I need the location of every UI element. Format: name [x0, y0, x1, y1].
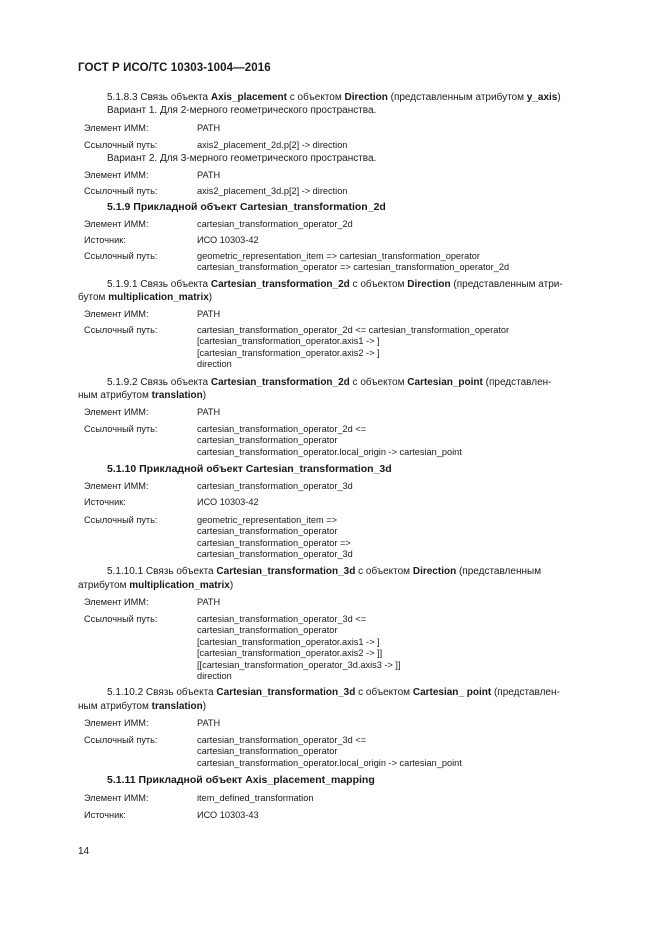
attribute-row	[78, 325, 614, 371]
value-line: direction	[197, 671, 232, 682]
attribute-row	[78, 481, 614, 492]
attribute-value	[197, 735, 614, 769]
value-line: cartesian_transformation_operator.local_origin -> cartesian_point	[197, 757, 462, 768]
attribute-value	[197, 170, 614, 181]
attribute-value	[197, 140, 614, 151]
value-line: [cartesian_transformation_operator.axis2 -> ]	[197, 347, 380, 358]
value-line: cartesian_transformation_operator_3d <=	[197, 614, 367, 624]
entity-name: Cartesian_transformation_3d	[216, 566, 356, 577]
text-fragment: )	[229, 580, 234, 591]
value-line: cartesian_transformation_operator	[197, 526, 338, 537]
attribute-key: Элемент ИММ:	[84, 597, 149, 607]
attribute-value	[197, 325, 614, 371]
attribute-value	[197, 251, 614, 274]
paragraph	[78, 566, 614, 578]
text-fragment: )	[202, 390, 207, 401]
text-fragment: (представлен-	[482, 377, 552, 388]
attribute-row	[78, 309, 614, 320]
page-number: 14	[78, 846, 90, 857]
attribute-key: Ссылочный путь:	[84, 735, 158, 745]
attribute-value	[197, 186, 614, 197]
attribute-row	[78, 810, 614, 821]
attribute-row	[78, 515, 614, 561]
attribute-value	[197, 597, 614, 608]
value-line: cartesian_transformation_operator_3d	[197, 481, 353, 491]
attribute-row	[78, 735, 614, 769]
entity-name: y_axis	[526, 92, 558, 103]
attribute-row	[78, 614, 614, 682]
value-line: cartesian_transformation_operator	[197, 625, 338, 636]
value-line: cartesian_transformation_operator_2d <=	[197, 424, 367, 434]
paragraph-continuation	[78, 701, 614, 713]
attribute-key: Элемент ИММ:	[84, 170, 149, 180]
attribute-value	[197, 123, 614, 134]
value-line: [cartesian_transformation_operator.axis1 -> ]	[197, 636, 380, 647]
text-fragment: (представленным	[456, 566, 542, 577]
text-fragment: атрибутом	[78, 580, 130, 591]
section-heading: 5.1.11 Прикладной объект Axis_placement_mapping	[107, 774, 375, 786]
text-fragment: 5.1.10.2 Связь объекта	[107, 687, 217, 698]
value-line: [[cartesian_transformation_operator_3d.axis3 -> ]]	[197, 659, 401, 670]
attribute-row	[78, 251, 614, 274]
attribute-key: Элемент ИММ:	[84, 309, 149, 319]
text-fragment: (представленным атрибутом	[387, 92, 527, 103]
value-line: cartesian_transformation_operator => cartesian_transformation_operator_2d	[197, 262, 510, 273]
value-line: direction	[197, 359, 232, 370]
attribute-key: Ссылочный путь:	[84, 614, 158, 624]
value-line: ИСО 10303-42	[197, 235, 259, 245]
attribute-key: Ссылочный путь:	[84, 325, 158, 335]
attribute-value	[197, 793, 614, 804]
value-line: PATH	[197, 309, 221, 319]
entity-name: multiplication_matrix	[108, 292, 209, 303]
value-line: cartesian_transformation_operator_3d	[197, 549, 353, 560]
value-line: PATH	[197, 718, 221, 728]
paragraph-continuation	[78, 390, 614, 402]
attribute-value	[197, 309, 614, 320]
value-line: ИСО 10303-42	[197, 497, 259, 507]
section-heading: 5.1.10 Прикладной объект Cartesian_transformation_3d	[107, 463, 392, 475]
attribute-key: Элемент ИММ:	[84, 718, 149, 728]
attribute-row	[78, 407, 614, 418]
entity-name: translation	[151, 390, 203, 401]
text-fragment: бутом	[78, 292, 109, 303]
attribute-value	[197, 235, 614, 246]
text-fragment: с объектом	[349, 377, 408, 388]
paragraph	[78, 153, 643, 165]
value-line: [cartesian_transformation_operator.axis2 -> ]]	[197, 648, 383, 659]
attribute-key: Источник:	[84, 235, 126, 245]
value-line: cartesian_transformation_operator =>	[197, 537, 351, 548]
attribute-row	[78, 186, 614, 197]
attribute-row	[78, 170, 614, 181]
entity-name: Cartesian_ point	[412, 687, 492, 698]
attribute-key: Ссылочный путь:	[84, 515, 158, 525]
attribute-key: Элемент ИММ:	[84, 123, 149, 133]
text-fragment: ным атрибутом	[78, 701, 152, 712]
value-line: PATH	[197, 597, 221, 607]
text-fragment: Вариант 1. Для 2-мерного геометрического пространства.	[107, 105, 377, 116]
attribute-value	[197, 718, 614, 729]
entity-name: Cartesian_point	[407, 377, 483, 388]
text-fragment: )	[202, 701, 207, 712]
paragraph	[78, 687, 614, 699]
entity-name: Direction	[344, 92, 388, 103]
entity-name: Direction	[407, 279, 451, 290]
value-line: axis2_placement_3d.p[2] -> direction	[197, 186, 348, 196]
attribute-key: Элемент ИММ:	[84, 793, 149, 803]
attribute-key: Элемент ИММ:	[84, 407, 149, 417]
value-line: PATH	[197, 407, 221, 417]
text-fragment: ным атрибутом	[78, 390, 152, 401]
attribute-key: Источник:	[84, 497, 126, 507]
value-line: [cartesian_transformation_operator.axis1 -> ]	[197, 336, 380, 347]
paragraph	[78, 92, 614, 104]
text-fragment: 5.1.8.3 Связь объекта	[107, 92, 211, 103]
text-fragment: с объектом	[355, 687, 413, 698]
attribute-row	[78, 597, 614, 608]
attribute-key: Элемент ИММ:	[84, 219, 149, 229]
section-heading: 5.1.9 Прикладной объект Cartesian_transformation_2d	[107, 201, 386, 213]
value-line: geometric_representation_item =>	[197, 515, 337, 525]
attribute-row	[78, 497, 614, 508]
value-line: cartesian_transformation_operator	[197, 435, 338, 446]
text-fragment: с объектом	[349, 279, 408, 290]
attribute-value	[197, 407, 614, 418]
attribute-row	[78, 793, 614, 804]
attribute-key: Ссылочный путь:	[84, 424, 158, 434]
attribute-value	[197, 219, 614, 230]
text-fragment: )	[208, 292, 213, 303]
attribute-row	[78, 424, 614, 458]
attribute-value	[197, 481, 614, 492]
text-fragment: с объектом	[287, 92, 345, 103]
paragraph-continuation	[78, 580, 614, 592]
value-line: item_defined_transformation	[197, 793, 314, 803]
text-fragment: 5.1.10.1 Связь объекта	[107, 566, 217, 577]
value-line: cartesian_transformation_operator_2d <= cartesian_transformation_operator	[197, 325, 510, 335]
value-line: PATH	[197, 170, 221, 180]
attribute-row	[78, 123, 614, 134]
entity-name: Cartesian_transformation_2d	[210, 279, 350, 290]
paragraph	[78, 105, 643, 117]
attribute-key: Источник:	[84, 810, 126, 820]
entity-name: Cartesian_transformation_2d	[210, 377, 350, 388]
paragraph	[78, 377, 614, 389]
attribute-row	[78, 219, 614, 230]
attribute-key: Ссылочный путь:	[84, 140, 158, 150]
text-fragment: с объектом	[355, 566, 413, 577]
paragraph	[78, 279, 614, 291]
paragraph-continuation	[78, 292, 614, 304]
value-line: cartesian_transformation_operator_3d <=	[197, 735, 367, 745]
value-line: cartesian_transformation_operator.local_origin -> cartesian_point	[197, 446, 462, 457]
value-line: cartesian_transformation_operator	[197, 746, 338, 757]
text-fragment: (представлен-	[491, 687, 560, 698]
attribute-key: Ссылочный путь:	[84, 186, 158, 196]
attribute-value	[197, 810, 614, 821]
value-line: PATH	[197, 123, 221, 133]
attribute-value	[197, 515, 614, 561]
attribute-value	[197, 497, 614, 508]
text-fragment: 5.1.9.1 Связь объекта	[107, 279, 211, 290]
page-header: ГОСТ Р ИСО/ТС 10303-1004—2016	[78, 62, 271, 74]
value-line: axis2_placement_2d.p[2] -> direction	[197, 140, 348, 150]
attribute-key: Ссылочный путь:	[84, 251, 158, 261]
attribute-row	[78, 235, 614, 246]
entity-name: multiplication_matrix	[129, 580, 230, 591]
entity-name: translation	[151, 701, 203, 712]
value-line: cartesian_transformation_operator_2d	[197, 219, 353, 229]
attribute-row	[78, 718, 614, 729]
attribute-row	[78, 140, 614, 151]
value-line: geometric_representation_item => cartesian_transformation_operator	[197, 251, 480, 261]
attribute-value	[197, 424, 614, 458]
text-fragment: 5.1.9.2 Связь объекта	[107, 377, 211, 388]
entity-name: Axis_placement	[210, 92, 287, 103]
attribute-value	[197, 614, 614, 682]
entity-name: Cartesian_transformation_3d	[216, 687, 356, 698]
text-fragment: (представленным атри-	[450, 279, 563, 290]
text-fragment: Вариант 2. Для 3-мерного геометрического пространства.	[107, 153, 377, 164]
attribute-key: Элемент ИММ:	[84, 481, 149, 491]
text-fragment: )	[557, 92, 561, 103]
value-line: ИСО 10303-43	[197, 810, 259, 820]
entity-name: Direction	[412, 566, 457, 577]
